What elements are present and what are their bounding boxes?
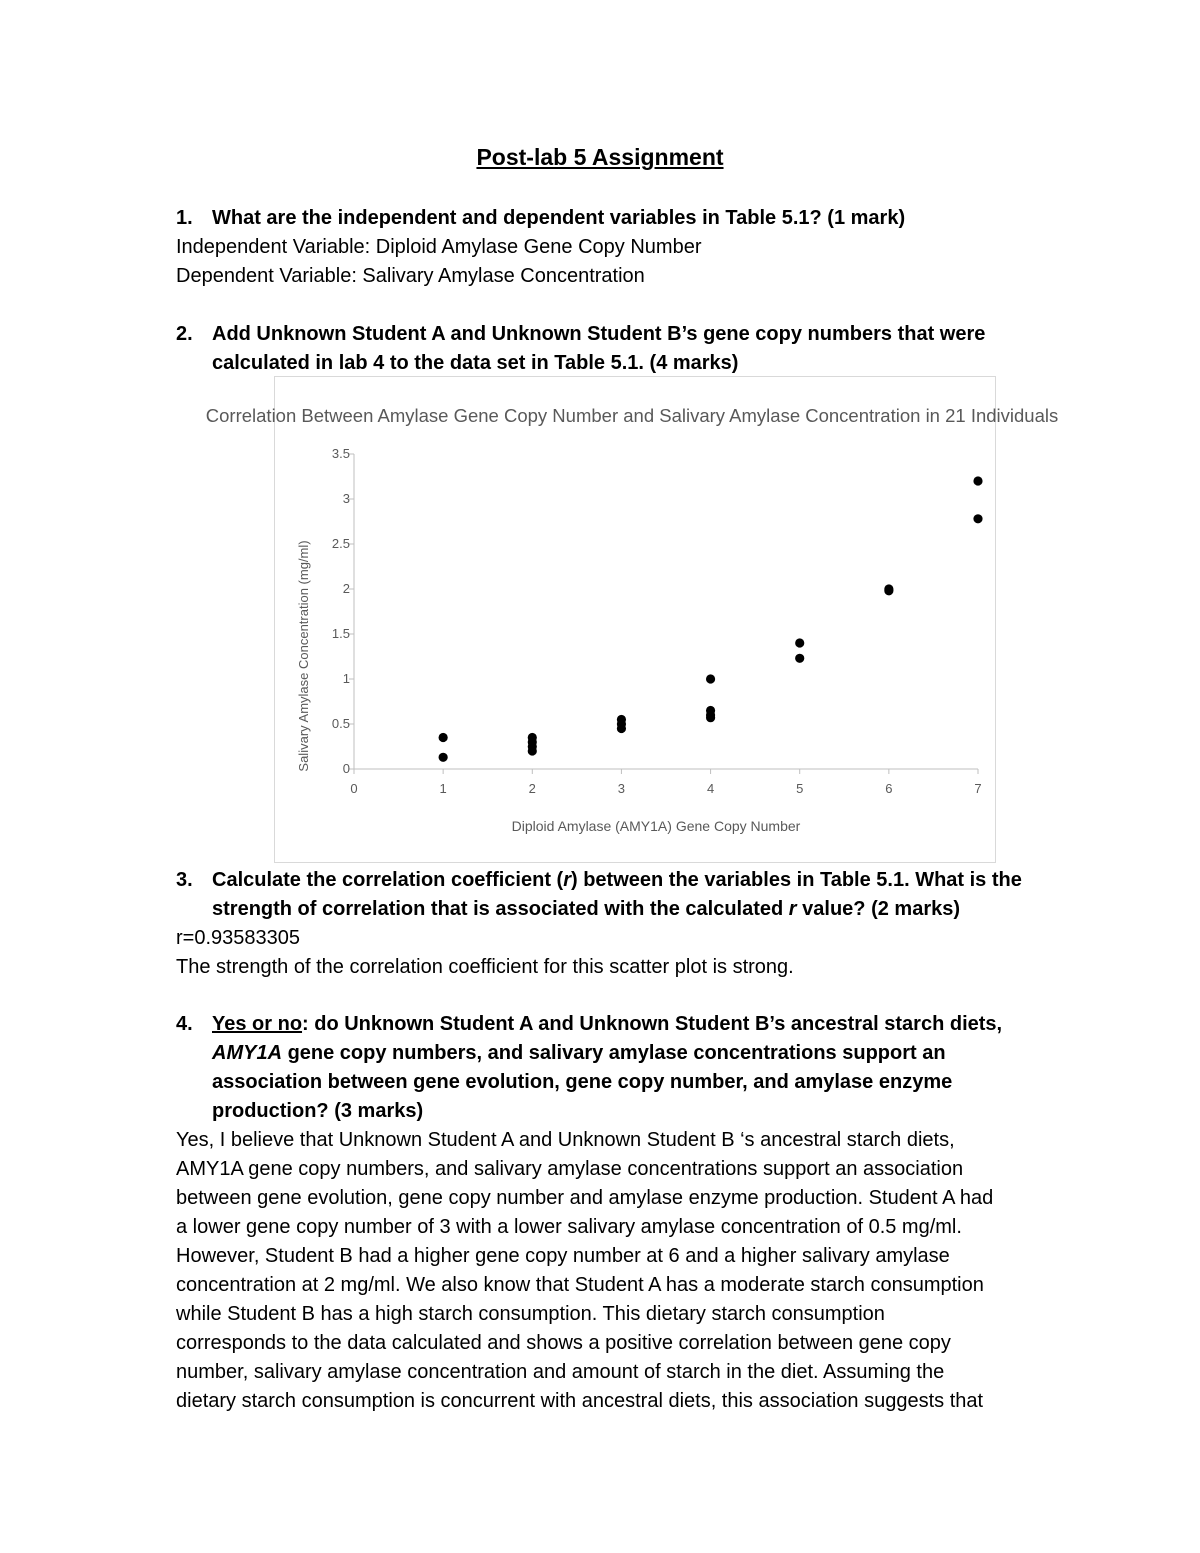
data-point xyxy=(884,586,893,595)
question-4-answer-line: while Student B has a high starch consumption. This dietary starch consumption xyxy=(176,1303,885,1325)
question-4-text-part: gene copy numbers, and salivary amylase concentrations support an xyxy=(282,1042,946,1064)
question-4-text-line: association between gene evolution, gene copy number, and amylase enzyme xyxy=(212,1071,953,1093)
question-4-text-line xyxy=(212,1039,946,1068)
x-tick-label: 0 xyxy=(350,781,358,796)
question-4-text-line xyxy=(212,1010,1002,1039)
question-1-answer-line: Independent Variable: Diploid Amylase Gene Copy Number xyxy=(176,236,702,258)
x-tick-label: 6 xyxy=(885,781,893,796)
question-4-answer-line: However, Student B had a higher gene copy number at 6 and a higher salivary amylase xyxy=(176,1245,950,1267)
x-tick-label: 5 xyxy=(796,781,804,796)
question-4-answer-line: number, salivary amylase concentration and amount of starch in the diet. Assuming the xyxy=(176,1361,945,1383)
y-tick-label: 2.5 xyxy=(331,536,350,551)
yes-or-no-label: Yes or no xyxy=(212,1013,303,1035)
question-4-answer-line: corresponds to the data calculated and shows a positive correlation between gene copy xyxy=(176,1332,951,1354)
page-title: Post-lab 5 Assignment xyxy=(476,144,724,170)
question-1-answer-line: Dependent Variable: Salivary Amylase Concentration xyxy=(176,265,645,287)
question-2-number: 2. xyxy=(176,323,193,345)
x-axis-label: Diploid Amylase (AMY1A) Gene Copy Number xyxy=(511,818,801,834)
question-4-answer-line: dietary starch consumption is concurrent with ancestral diets, this association suggests that xyxy=(176,1390,984,1412)
question-3-r-symbol: r xyxy=(563,869,571,891)
question-3-number: 3. xyxy=(176,869,193,891)
x-tick-label: 7 xyxy=(974,781,982,796)
question-4-number: 4. xyxy=(176,1013,193,1035)
data-point xyxy=(795,638,804,647)
scatter-chart-frame xyxy=(205,376,1059,863)
data-point xyxy=(795,654,804,663)
question-4-answer-line: between gene evolution, gene copy number and amylase enzyme production. Student A had xyxy=(176,1187,994,1209)
question-3-text-part: value? (2 marks) xyxy=(796,898,961,920)
question-1-number: 1. xyxy=(176,207,193,229)
data-point xyxy=(973,476,982,485)
question-2-text-line: Add Unknown Student A and Unknown Student B’s gene copy numbers that were xyxy=(212,323,986,345)
x-tick-label: 2 xyxy=(528,781,536,796)
question-3-text-part: ) between the variables in Table 5.1. What is the xyxy=(571,869,1022,891)
question-3-answer-line: r=0.93583305 xyxy=(176,927,301,949)
question-4-answer-line: a lower gene copy number of 3 with a lower salivary amylase concentration of 0.5 mg/ml. xyxy=(176,1216,962,1238)
x-tick-label: 1 xyxy=(439,781,447,796)
y-tick-label: 2 xyxy=(342,581,350,596)
gene-name: AMY1A xyxy=(212,1042,283,1064)
x-tick-label: 3 xyxy=(617,781,626,796)
y-tick-label: 0.5 xyxy=(331,716,350,731)
data-point xyxy=(617,724,626,733)
y-tick-label: 0 xyxy=(342,761,350,776)
question-3-text-part: strength of correlation that is associated with the calculated xyxy=(212,898,789,920)
data-point xyxy=(706,713,715,722)
data-point xyxy=(528,746,537,755)
question-3-r-symbol: r xyxy=(788,898,797,920)
question-4-text-line: production? (3 marks) xyxy=(212,1100,424,1122)
question-4-text-part: : do Unknown Student A and Unknown Student B’s ancestral starch diets, xyxy=(302,1013,1003,1035)
question-4-answer-line: AMY1A gene copy numbers, and salivary amylase concentrations support an association xyxy=(176,1158,964,1180)
y-tick-label: 1 xyxy=(342,671,350,686)
x-tick-label: 4 xyxy=(706,781,715,796)
chart-title: Correlation Between Amylase Gene Copy Number and Salivary Amylase Concentration in 21 Individuals xyxy=(205,405,1059,426)
data-point xyxy=(706,674,715,683)
question-4-answer-line: concentration at 2 mg/ml. We also know that Student A has a moderate starch consumption xyxy=(176,1274,984,1296)
y-axis-label: Salivary Amylase Concentration (mg/ml) xyxy=(296,540,311,772)
question-4-answer-line: Yes, I believe that Unknown Student A and Unknown Student B ‘s ancestral starch diets, xyxy=(176,1129,955,1151)
data-point xyxy=(439,733,448,742)
data-point xyxy=(439,753,448,762)
y-tick-label: 1.5 xyxy=(331,626,350,641)
question-3-text-part: Calculate the correlation coefficient ( xyxy=(212,869,564,891)
y-tick-label: 3.5 xyxy=(331,446,350,461)
y-tick-label: 3 xyxy=(342,491,350,506)
question-1-text: What are the independent and dependent variables in Table 5.1? (1 mark) xyxy=(212,207,906,229)
question-3-text-line xyxy=(212,866,1022,895)
question-3-answer-line: The strength of the correlation coefficient for this scatter plot is strong. xyxy=(176,956,794,978)
data-point xyxy=(973,514,982,523)
question-3-text-line xyxy=(212,895,960,924)
scatter-chart xyxy=(205,377,1059,864)
question-2-text-line: calculated in lab 4 to the data set in Table 5.1. (4 marks) xyxy=(212,352,739,374)
